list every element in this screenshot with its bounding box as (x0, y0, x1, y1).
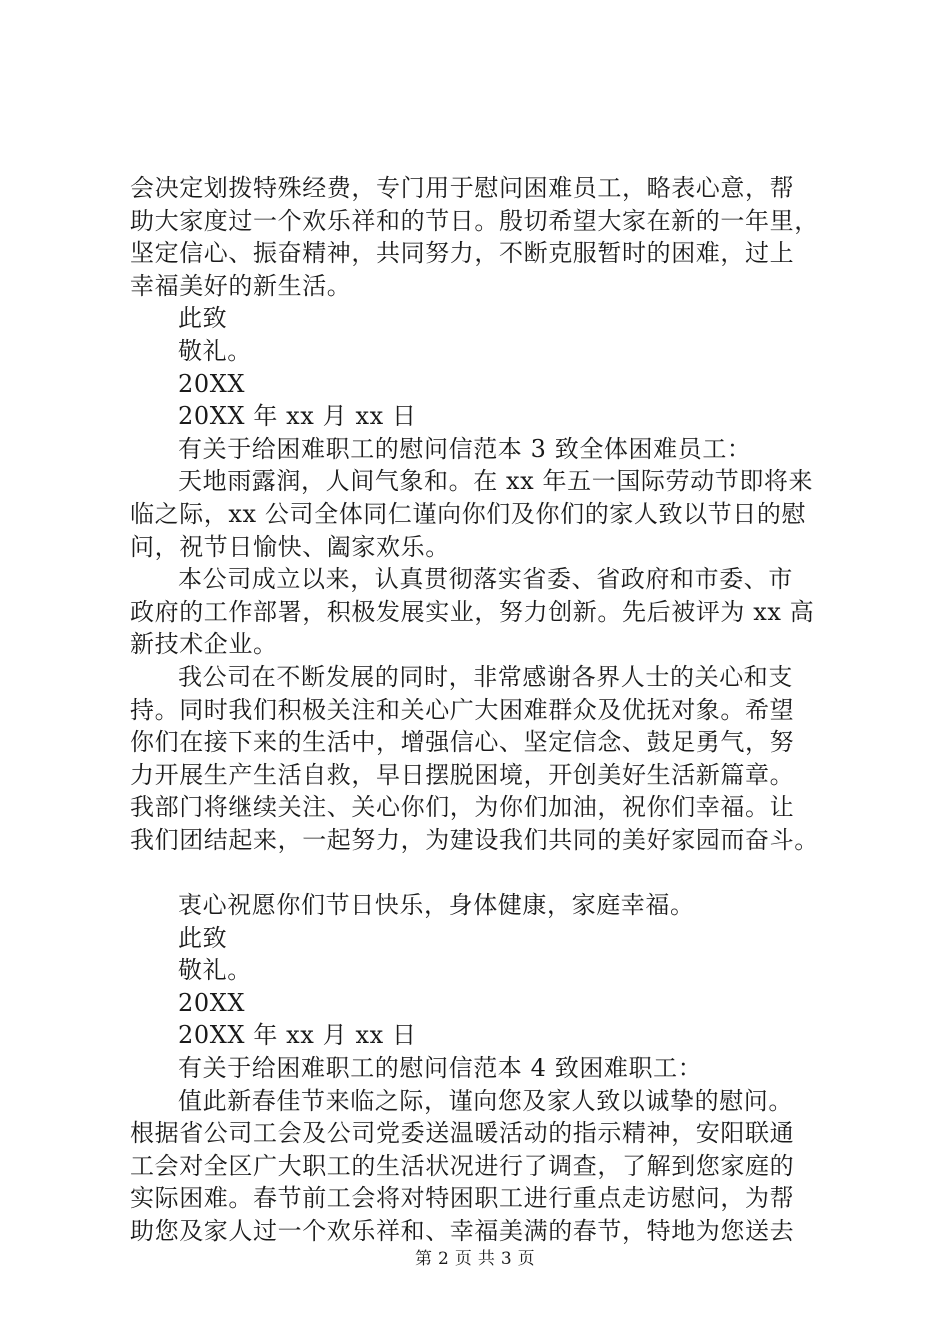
text-line: 坚定信心、振奋精神，共同努力，不断克服暂时的困难，过上 (130, 239, 795, 268)
text-line: 衷心祝愿你们节日快乐，身体健康，家庭幸福。 (178, 891, 695, 920)
text-line: 新技术企业。 (130, 630, 278, 659)
text-line: 敬礼。 (178, 336, 252, 365)
text-line: 值此新春佳节来临之际，谨向您及家人致以诚挚的慰问。 (178, 1086, 793, 1115)
text-line: 此致 (178, 923, 228, 952)
text-line: 政府的工作部署，积极发展实业，努力创新。先后被评为 xx 高 (130, 597, 815, 626)
text-line: 20XX (178, 988, 246, 1017)
text-line: 工会对全区广大职工的生活状况进行了调查，了解到您家庭的 (130, 1151, 795, 1180)
text-line: 根据省公司工会及公司党委送温暖活动的指示精神，安阳联通 (130, 1119, 795, 1148)
text-line: 临之际，xx 公司全体同仁谨向你们及你们的家人致以节日的慰 (130, 499, 807, 528)
text-line: 有关于给困难职工的慰问信范本 3 致全体困难员工： (178, 434, 752, 463)
text-line: 天地雨露润，人间气象和。在 xx 年五一国际劳动节即将来 (178, 467, 814, 496)
text-line: 我公司在不断发展的同时，非常感谢各界人士的关心和支 (178, 662, 793, 691)
text-line: 此致 (178, 304, 228, 333)
text-line: 助您及家人过一个欢乐祥和、幸福美满的春节，特地为您送去 (130, 1217, 795, 1245)
text-line: 幸福美好的新生活。 (130, 271, 352, 300)
text-line: 敬礼。 (178, 956, 252, 985)
text-line: 20XX 年 xx 月 xx 日 (178, 1021, 417, 1050)
text-line: 助大家度过一个欢乐祥和的节日。殷切希望大家在新的一年里， (130, 206, 819, 235)
text-line: 20XX (178, 369, 246, 398)
text-line: 有关于给困难职工的慰问信范本 4 致困难职工： (178, 1054, 703, 1083)
text-line: 力开展生产生活自救，早日摆脱困境，开创美好生活新篇章。 (130, 760, 795, 789)
text-line: 本公司成立以来，认真贯彻落实省委、省政府和市委、市 (178, 565, 793, 594)
page-footer: 第 2 页 共 3 页 (415, 1249, 535, 1269)
text-line: 持。同时我们积极关注和关心广大困难群众及优抚对象。希望 (130, 695, 795, 724)
text-line: 你们在接下来的生活中，增强信心、坚定信念、鼓足勇气，努 (130, 728, 795, 757)
document-body (130, 172, 830, 1248)
blank-line (130, 856, 830, 889)
text-line: 我部门将继续关注、关心你们，为你们加油，祝你们幸福。让 (130, 793, 795, 822)
text-line: 问，祝节日愉快、阖家欢乐。 (130, 532, 450, 561)
text-line: 实际困难。春节前工会将对特困职工进行重点走访慰问，为帮 (130, 1184, 795, 1213)
text-line: 会决定划拨特殊经费，专门用于慰问困难员工，略表心意，帮 (130, 174, 795, 202)
text-line: 20XX 年 xx 月 xx 日 (178, 402, 417, 431)
text-line: 我们团结起来，一起努力，为建设我们共同的美好家园而奋斗。 (130, 825, 819, 854)
